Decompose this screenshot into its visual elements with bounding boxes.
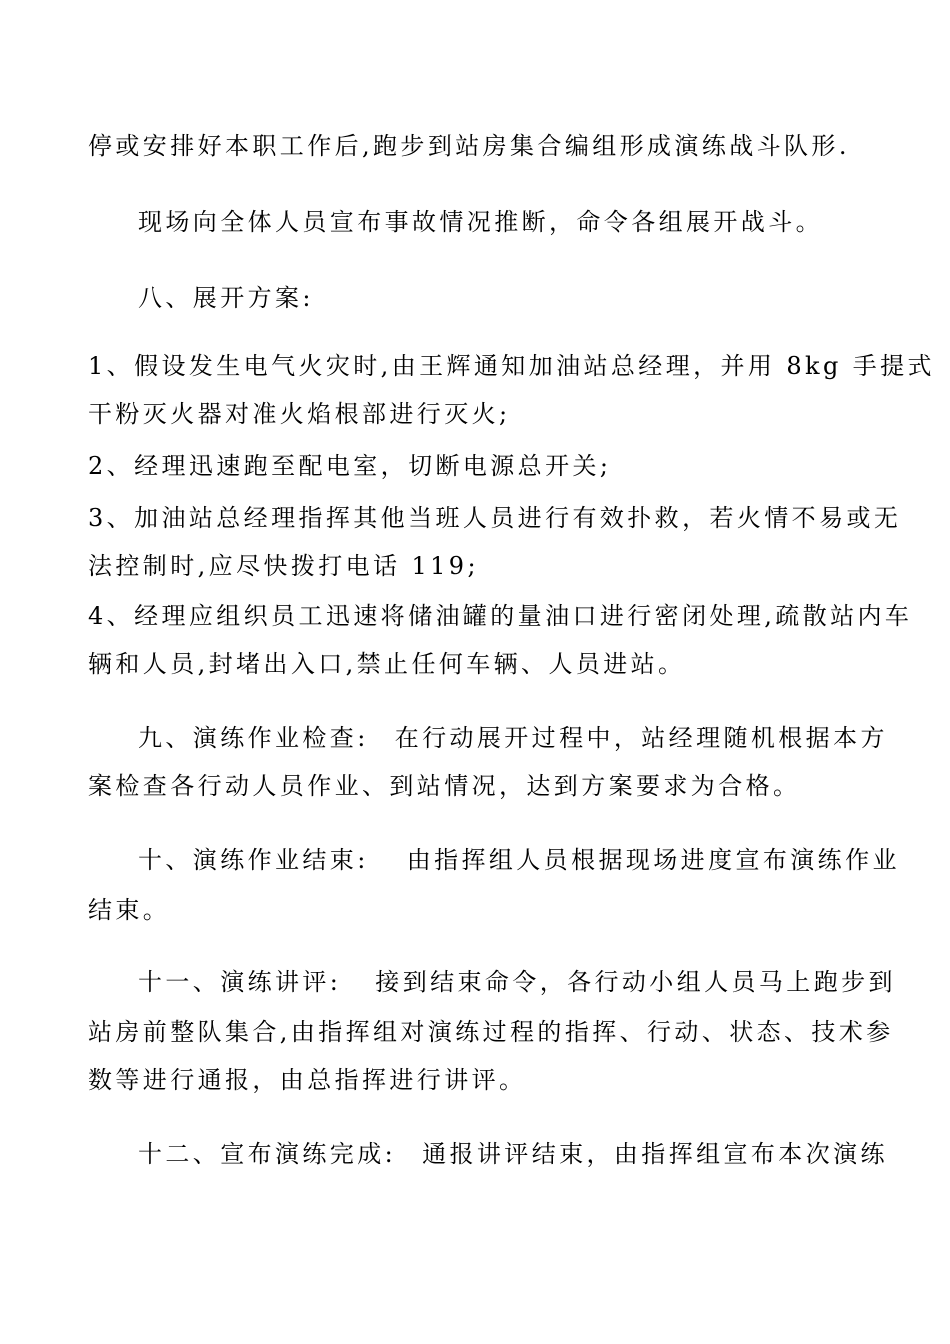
section-10-line-1 xyxy=(138,845,900,875)
section-heading-8: 八、展开方案: xyxy=(138,284,314,312)
section-11-line-2: 站房前整队集合,由指挥组对演练过程的指挥、行动、状态、技术参 xyxy=(88,1018,894,1046)
section-11-line-3: 数等进行通报，由总指挥进行讲评。 xyxy=(88,1066,527,1094)
list-item-3-line-1: 3、加油站总经理指挥其他当班人员进行有效扑救，若火情不易或无 xyxy=(88,504,902,532)
section-11-line-1 xyxy=(138,967,896,997)
section-heading-9: 九、演练作业检查: xyxy=(138,724,369,752)
list-item-3-line-2: 法控制时,应尽快拨打电话 119; xyxy=(88,552,479,580)
section-9-line-1 xyxy=(138,723,888,753)
paragraph-line-continuation: 停或安排好本职工作后,跑步到站房集合编组形成演练战斗队形. xyxy=(88,132,850,160)
paragraph-line-announcement: 现场向全体人员宣布事故情况推断，命令各组展开战斗。 xyxy=(138,208,823,236)
section-9-text: 在行动展开过程中，站经理随机根据本方 xyxy=(394,724,888,752)
list-item-4-line-2: 辆和人员,封堵出入口,禁止任何车辆、人员进站。 xyxy=(88,650,686,678)
list-item-4-line-1: 4、经理应组织员工迅速将储油罐的量油口进行密闭处理,疏散站内车 xyxy=(88,602,913,630)
list-item-1-line-1: 1、假设发生电气火灾时,由王辉通知加油站总经理，并用 8kg 手提式 xyxy=(88,352,935,380)
section-11-text: 接到结束命令，各行动小组人员马上跑步到 xyxy=(375,968,896,996)
list-item-2: 2、经理迅速跑至配电室，切断电源总开关; xyxy=(88,452,612,480)
section-heading-12: 十二、宣布演练完成: xyxy=(138,1140,397,1168)
section-12-line-1 xyxy=(138,1139,888,1169)
section-12-text: 通报讲评结束，由指挥组宣布本次演练 xyxy=(422,1140,888,1168)
section-heading-10: 十、演练作业结束: xyxy=(138,846,369,874)
section-10-text: 由指挥组人员根据现场进度宣布演练作业 xyxy=(406,846,900,874)
section-heading-11: 十一、演练讲评: xyxy=(138,968,342,996)
section-9-line-2: 案检查各行动人员作业、到站情况，达到方案要求为合格。 xyxy=(88,772,801,800)
section-10-line-2: 结束。 xyxy=(88,896,171,924)
list-item-1-line-2: 干粉灭火器对准火焰根部进行灭火; xyxy=(88,400,511,428)
